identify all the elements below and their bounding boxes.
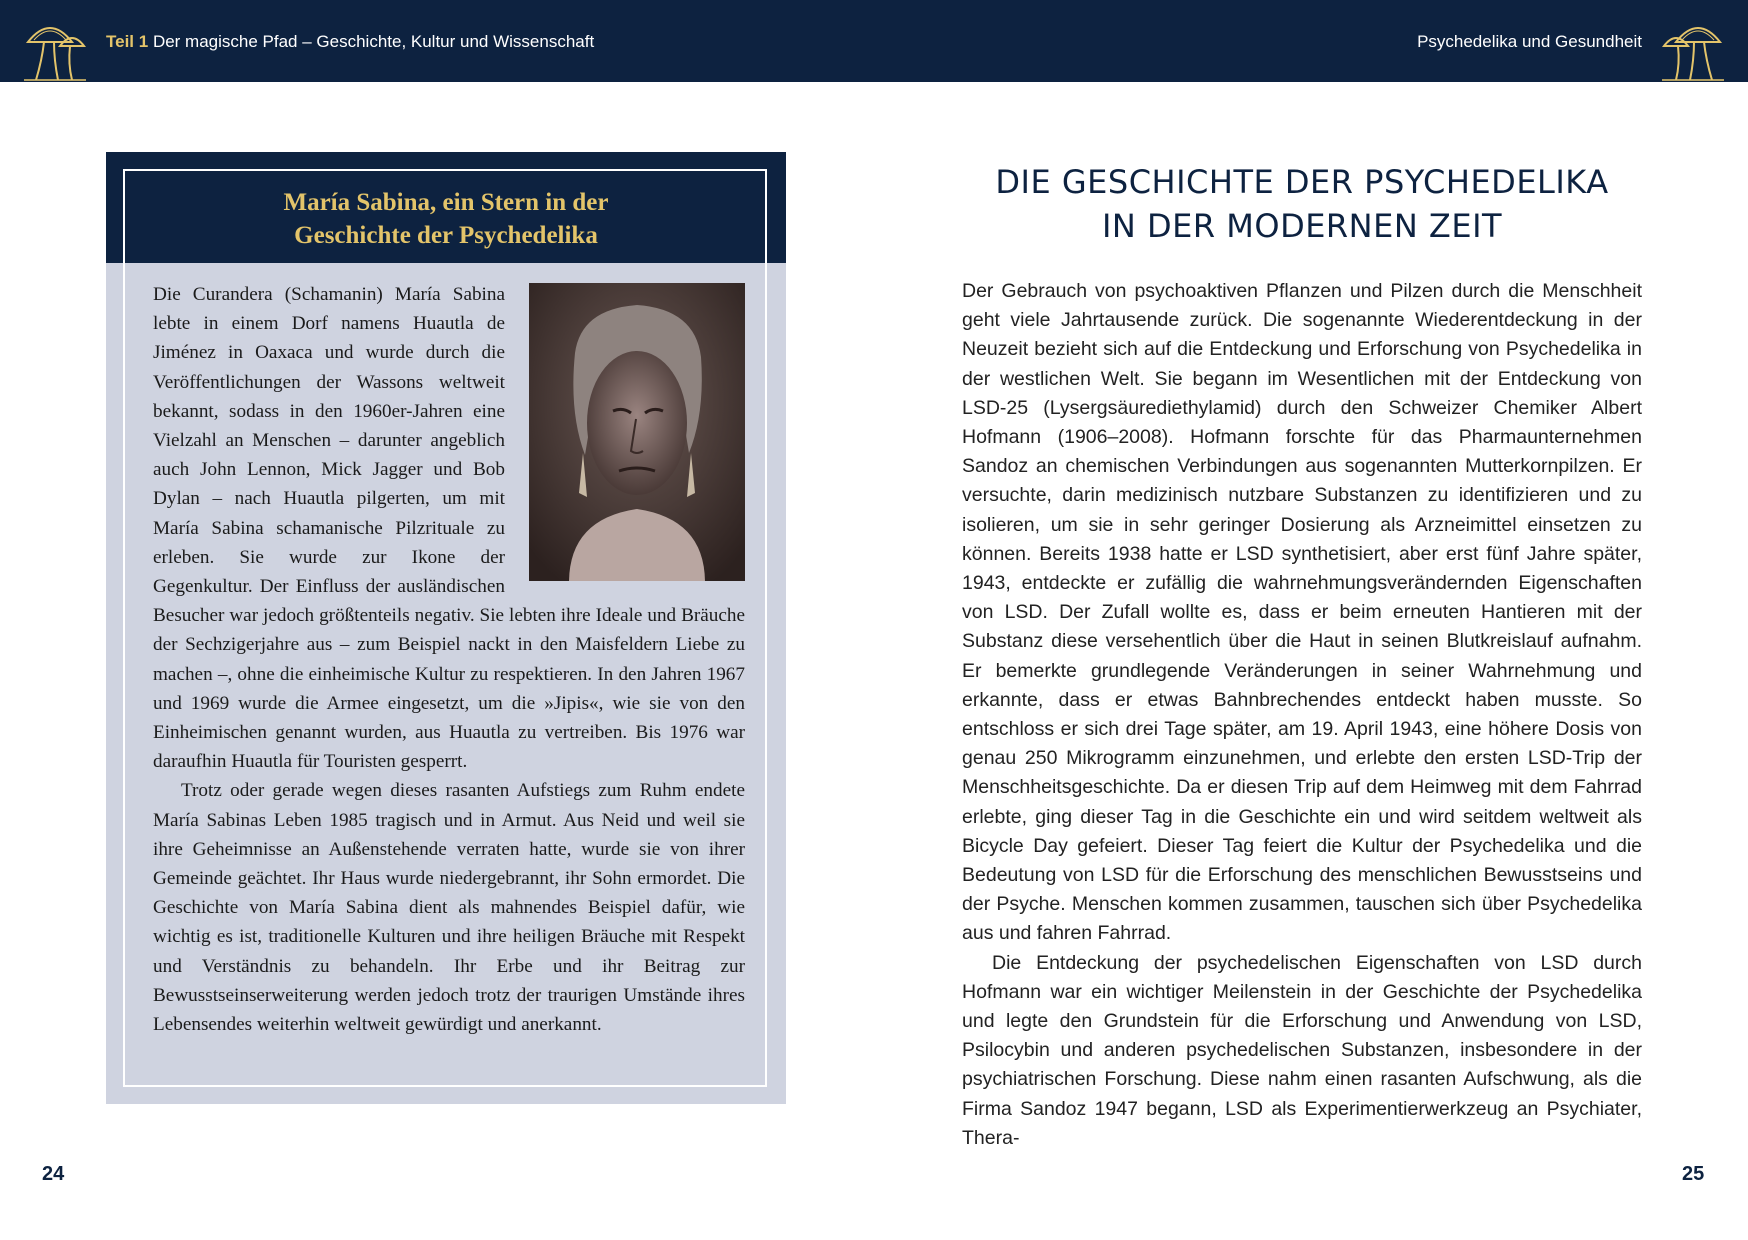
page-number-left: 24 [42,1163,65,1185]
box-paragraph-1: Die Curandera (Schamanin) María Sabina lebte in einem Dorf namens Huautla de Jiménez in Oaxaca und wurde durch die Veröffentlichungen der Wassons weltweit bekannt, sodass in den 1960er-Jahren eine Vielzahl an Menschen – darunter angeblich auch John Lennon, Mick Jagger und Bob Dylan – nach Huautla pilgerten, um mit María Sabina schamanische Pilzrituale zu erleben. Sie wurde zur Ikone der Gegenkultur. Der Einfluss der ausländischen Besucher war jedoch größtenteils negativ. Sie lebten ihre Ideale und Bräuche der Sechzigerjahre aus – zum Beispiel nackt in den Maisfeldern Liebe zu machen –, ohne die einheimische Kultur zu respektieren. In den Jahren 1967 und 1969 wurde die Armee eingesetzt, um die »Jipis«, wie sie von den Einheimischen genannt wurden, aus Huautla zu vertreiben. Bis 1976 war daraufhin Huautla für Touristen gesperrt. [153,284,745,773]
mushroom-icon [1660,12,1728,82]
header-part-label: Teil 1 [106,32,149,51]
header-part-name: Der magische Pfad – Geschichte, Kultur und Wissenschaft [152,32,595,51]
chapter-heading-line2: IN DER MODERNEN ZEIT [1101,207,1503,245]
page-number-right: 25 [1682,1163,1705,1185]
body-paragraph-1: Der Gebrauch von psychoaktiven Pflanzen und Pilzen durch die Menschheit geht viele Jahrtausende zurück. Die sogenannte Wiederentdeckung in der Neuzeit bezieht sich auf die Entdeckung und Erforschung von Psychedelika in der westlichen Welt. Sie begann im Wesentlichen mit der Entdeckung von LSD-25 (Lysergsäurediethylamid) durch den Schweizer Chemiker Albert Hofmann (1906–2008). Hofmann forschte für das Pharmaunternehmen Sandoz an chemischen Verbindungen aus sogenannten Mutterkornpilzen. Er versuchte, darin medizinisch nutzbare Substanzen zu identifizieren und zu isolieren, um sie in sehr geringer Dosierung als Arzneimittel einsetzen zu können. Bereits 1938 hatte er LSD synthetisiert, aber erst fünf Jahre später, 1943, entdeckte er zufällig die wahrnehmungsverändernden Eigenschaften von LSD. Der Zufall wollte es, dass er beim erneuten Hantieren mit der Substanz diese versehentlich über die Haut in seinen Blutkreislauf aufnahm. Er bemerkte grundlegende Veränderungen in seiner Wahrnehmung und erkannte, dass er etwas Bahnbrechendes entdeckt haben musste. So entschloss er sich drei Tage später, am 19. April 1943, eine höhere Dosis von genau 250 Mikrogramm einzunehmen, und erlebte den ersten LSD-Trip der Menschheitsgeschichte. Da er diesen Trip auf dem Heimweg mit dem Fahrrad erlebte, ging dieser Tag in die Geschichte ein und wird seitdem weltweit als Bicycle Day gefeiert. Dieser Tag feiert die Kultur der Psychedelika und die Bedeutung von LSD für die Erforschung des menschlichen Bewusstseins und der Psyche. Menschen kommen zusammen, tauschen sich über Psychedelika aus und fahren Fahrrad. [962,280,1642,945]
chapter-heading [962,160,1642,248]
box-title-line2: Geschichte der Psychedelika [294,222,598,249]
running-header [0,0,1748,82]
mushroom-icon [20,12,88,82]
body-text [962,277,1642,1153]
body-paragraph-2: Die Entdeckung der psychedelischen Eigenschaften von LSD durch Hofmann war ein wichtiger Meilenstein in der Geschichte der Psychedelika und legte den Grundstein für die Erforschung und Anwendung von LSD, Psilocybin und anderen psychedelischen Substanzen, insbesondere in der psychiatrischen Forschung. Diese nahm einen rasanten Aufschwung, als die Firma Sandoz 1947 begann, LSD als Experimentierwerkzeug an Psychiater, Thera- [962,951,1642,1149]
box-paragraph-2: Trotz oder gerade wegen dieses rasanten Aufstiegs zum Ruhm endete María Sabinas Leben 1985 tragisch und in Armut. Aus Neid und weil sie ihre Geheimnisse an Außenstehende verraten hatte, wurde sie von ihrer Gemeinde geächtet. Ihr Haus wurde niedergebrannt, ihr Sohn ermordet. Die Geschichte von María Sabina dient als mahnendes Beispiel dafür, wie wichtig es ist, traditionelle Kulturen und ihre heiligen Bräuche mit Respekt und Verständnis zu behandeln. Ihr Erbe und ihr Beitrag zur Bewusstseinserweiterung werden jedoch trotz der traurigen Umstände ihres Lebensendes weiterhin weltweit gewürdigt und anerkannt. [153,780,745,1036]
sidebar-box [106,152,786,1104]
header-chapter-title: Psychedelika und Gesundheit [1417,32,1642,51]
box-body [153,280,745,1039]
chapter-heading-line1: DIE GESCHICHTE DER PSYCHEDELIKA [995,163,1609,201]
box-title-line1: María Sabina, ein Stern in der [283,189,609,216]
portrait-photo [529,283,745,581]
box-title [126,186,766,252]
header-part-title [106,32,594,56]
